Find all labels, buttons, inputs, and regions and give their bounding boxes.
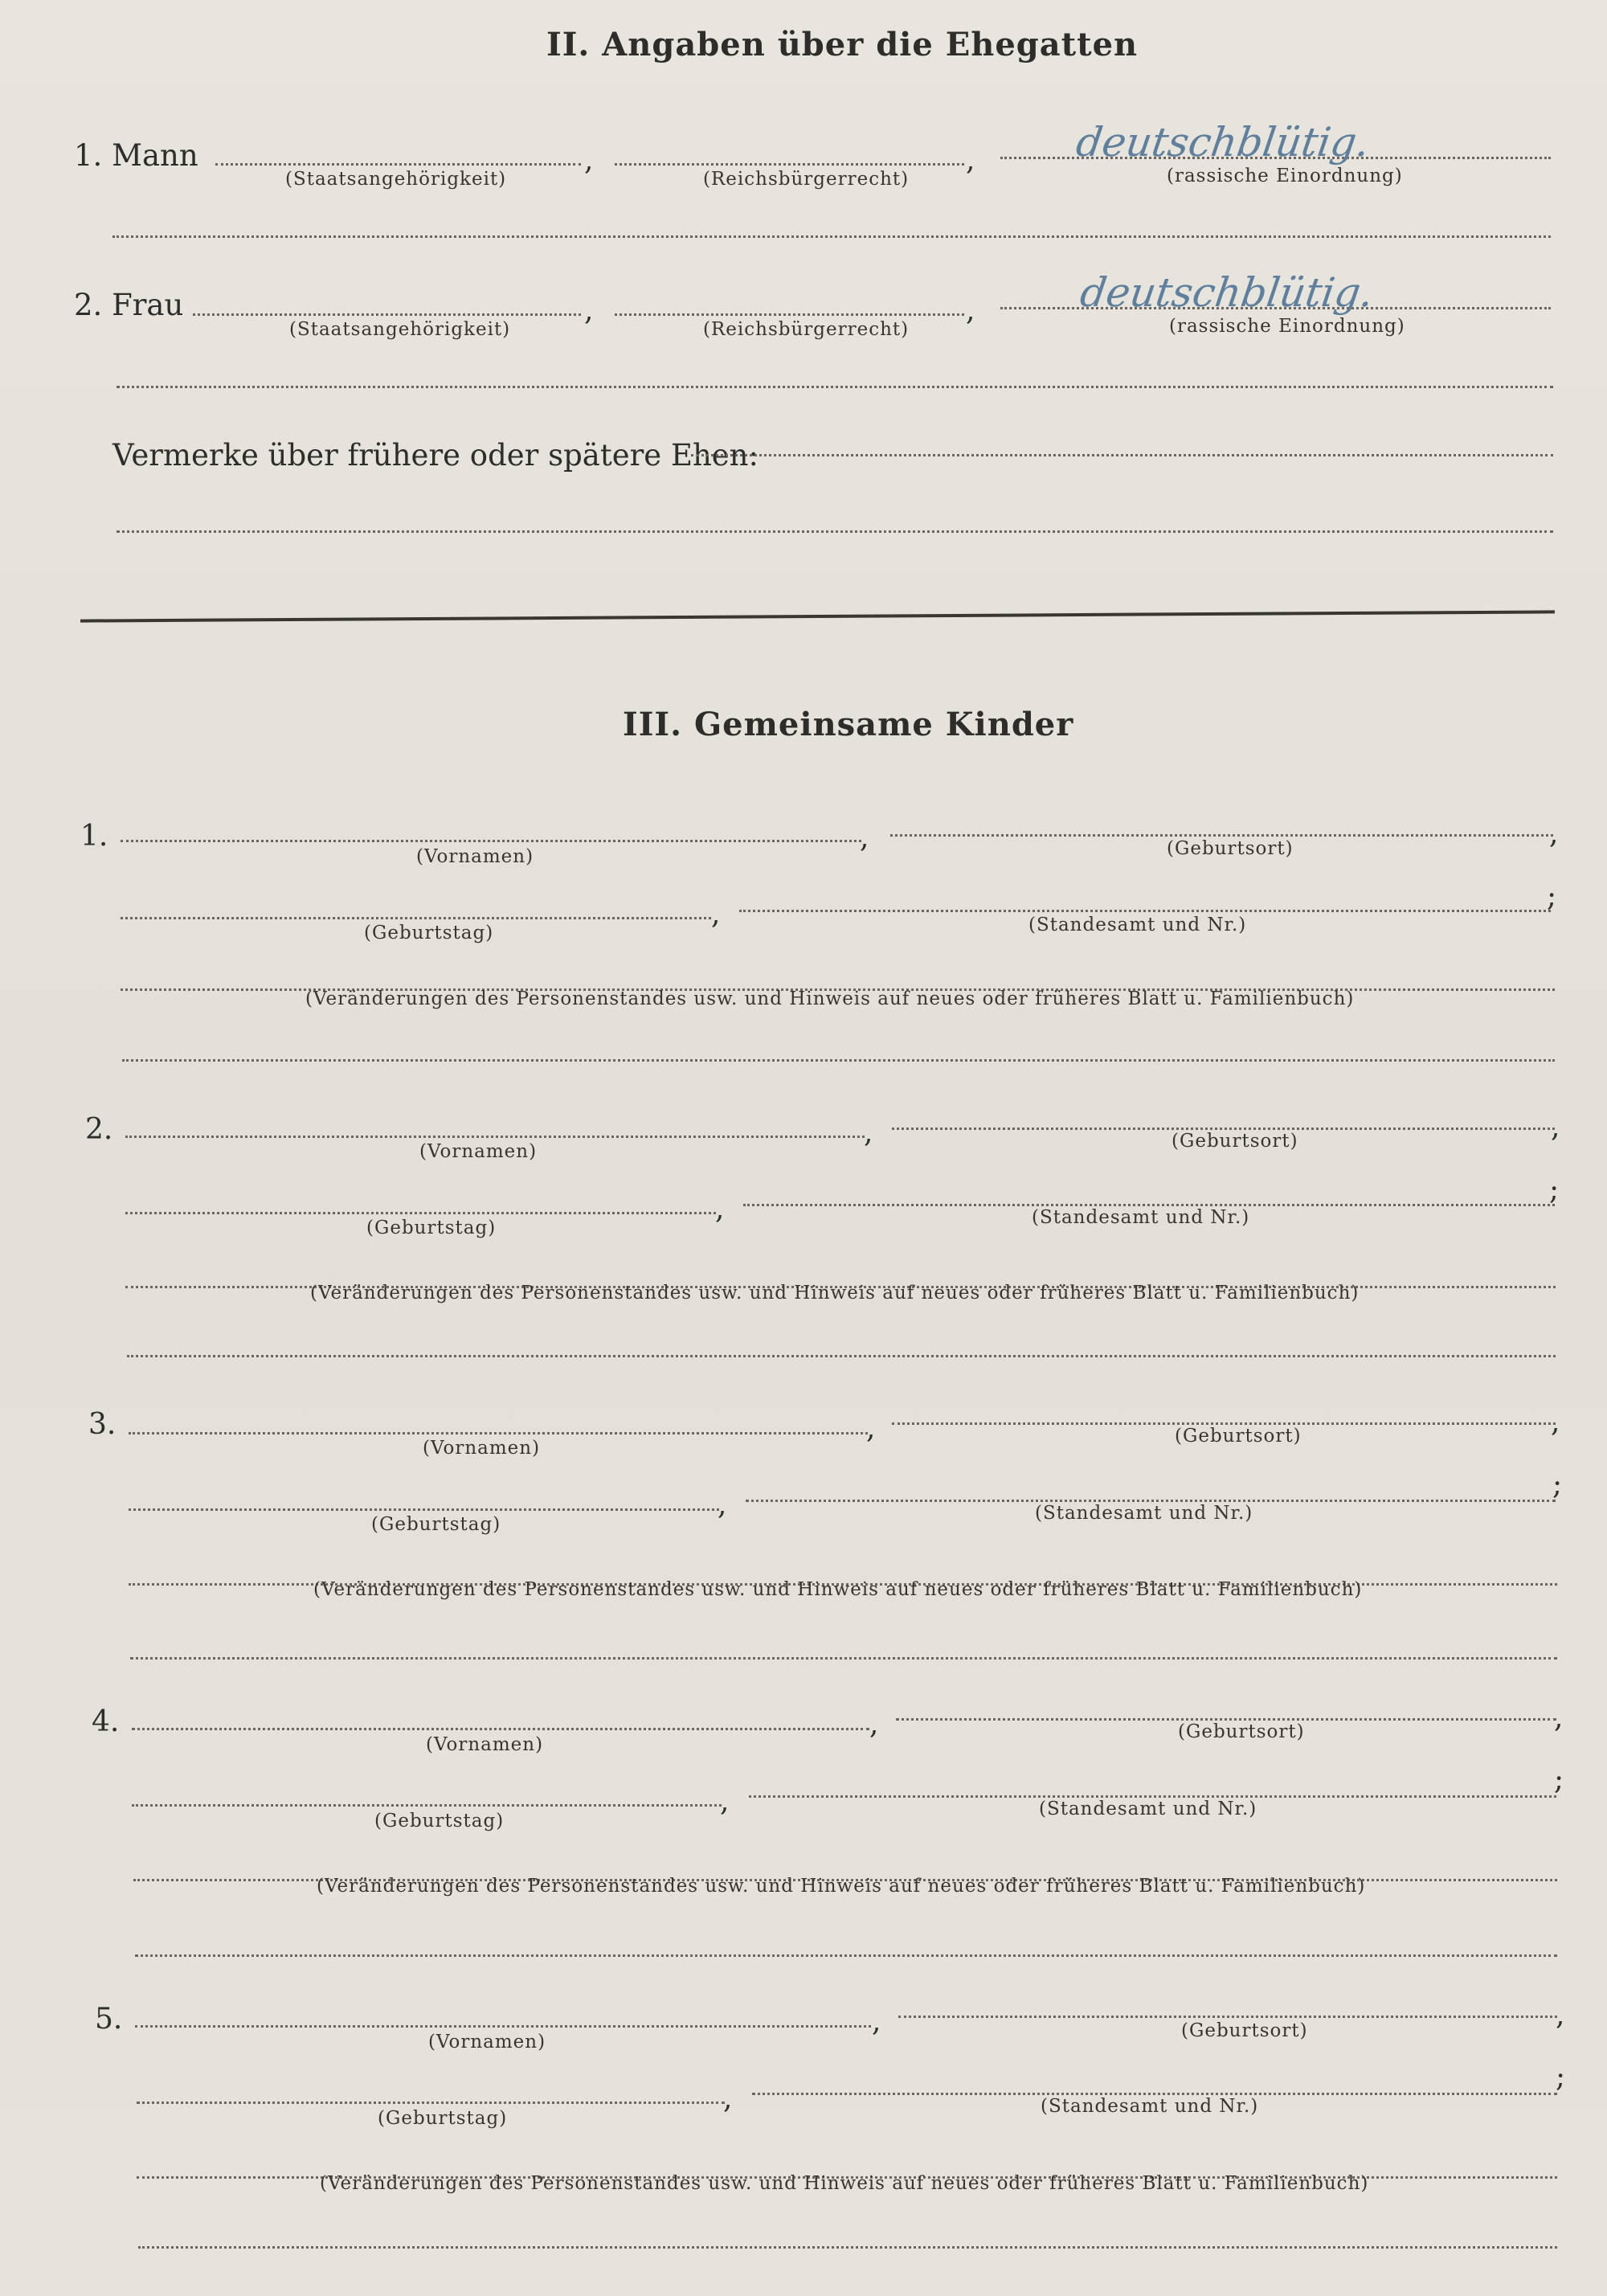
names-caption: (Vornamen): [419, 1141, 538, 1162]
comma: ,: [1556, 1999, 1565, 2032]
comma: ,: [1554, 1701, 1564, 1734]
woman-racial-handwriting: deutschblütig.: [1077, 269, 1377, 316]
man-racial-handwriting: deutschblütig.: [1073, 119, 1373, 166]
section-3-title: III. Gemeinsame Kinder: [623, 706, 1074, 743]
child-extra-line[interactable]: [127, 1355, 1556, 1357]
comma: ,: [1551, 1111, 1560, 1144]
registry-caption: (Standesamt und Nr.): [1039, 1799, 1257, 1819]
birthplace-caption: (Geburtsort): [1167, 838, 1294, 859]
child-number: 3.: [88, 1408, 117, 1441]
child-birthday-line[interactable]: [125, 1212, 716, 1214]
child-birthplace-line[interactable]: [898, 2016, 1557, 2018]
woman-citizenship-line[interactable]: [193, 313, 581, 316]
child-registry-line[interactable]: [746, 1500, 1556, 1502]
child-extra-line[interactable]: [130, 1657, 1557, 1660]
child-number: 5.: [95, 2003, 123, 2036]
woman-reich-line[interactable]: [615, 313, 964, 316]
names-caption: (Vornamen): [416, 846, 534, 867]
birthday-caption: (Geburtstag): [371, 1514, 501, 1535]
changes-caption: (Veränderungen des Personenstandes usw. und Hinweis auf neues oder früheres Blatt u. Familienbuch): [310, 1283, 1360, 1304]
child-names-line[interactable]: [121, 840, 861, 842]
child-registry-line[interactable]: [743, 1204, 1555, 1206]
comma: ,: [1549, 817, 1559, 850]
birthplace-caption: (Geburtsort): [1175, 1426, 1302, 1447]
child-registry-line[interactable]: [739, 910, 1551, 912]
birthplace-caption: (Geburtsort): [1178, 1721, 1305, 1742]
woman-second-line[interactable]: [117, 386, 1553, 388]
child-birthday-line[interactable]: [129, 1508, 719, 1511]
semicolon: ;: [1554, 1763, 1564, 1796]
child-birthday-line[interactable]: [137, 2102, 725, 2104]
comma: ,: [711, 898, 721, 931]
semicolon: ;: [1549, 1173, 1560, 1206]
remarks-line-1[interactable]: [691, 454, 1553, 456]
child-birthplace-line[interactable]: [896, 1718, 1556, 1721]
child-extra-line[interactable]: [122, 1059, 1555, 1062]
woman-label: 2. Frau: [74, 288, 184, 322]
section-2-title: II. Angaben über die Ehegatten: [546, 26, 1139, 63]
comma: ,: [584, 144, 594, 177]
birthplace-caption: (Geburtsort): [1181, 2020, 1308, 2041]
birthday-caption: (Geburtstag): [364, 923, 494, 943]
comma: ,: [869, 1708, 879, 1741]
remarks-label: Vermerke über frühere oder spätere Ehen:: [112, 438, 759, 473]
registry-caption: (Standesamt und Nr.): [1032, 1207, 1250, 1228]
woman-citizenship-caption: (Staatsangehörigkeit): [289, 319, 511, 340]
birthday-caption: (Geburtstag): [378, 2108, 508, 2129]
birthday-caption: (Geburtstag): [374, 1811, 505, 1831]
comma: ,: [723, 2082, 733, 2115]
man-reich-line[interactable]: [615, 163, 964, 166]
child-birthday-line[interactable]: [121, 917, 711, 919]
child-extra-line[interactable]: [138, 2246, 1557, 2249]
changes-caption: (Veränderungen des Personenstandes usw. und Hinweis auf neues oder früheres Blatt u. Familienbuch): [317, 1876, 1366, 1897]
comma: ,: [966, 294, 975, 327]
child-birthplace-line[interactable]: [890, 834, 1553, 837]
child-birthplace-line[interactable]: [892, 1422, 1556, 1425]
comma: ,: [864, 1116, 873, 1149]
comma: ,: [866, 1412, 876, 1445]
registry-caption: (Standesamt und Nr.): [1041, 2096, 1259, 2117]
comma: ,: [1551, 1406, 1560, 1439]
remarks-line-2[interactable]: [117, 530, 1553, 533]
woman-racial-caption: (rassische Einordnung): [1169, 316, 1405, 337]
names-caption: (Vornamen): [423, 1438, 541, 1459]
changes-caption: (Veränderungen des Personenstandes usw. und Hinweis auf neues oder früheres Blatt u. Familienbuch): [320, 2173, 1369, 2194]
child-number: 1.: [80, 820, 108, 853]
man-label: 1. Mann: [74, 138, 198, 173]
man-citizenship-line[interactable]: [215, 163, 581, 166]
child-birthplace-line[interactable]: [892, 1128, 1555, 1130]
comma: ,: [966, 144, 975, 177]
child-extra-line[interactable]: [135, 1954, 1557, 1957]
child-number: 4.: [92, 1705, 120, 1738]
child-names-line[interactable]: [129, 1432, 868, 1434]
comma: ,: [860, 821, 869, 854]
comma: ,: [872, 2005, 881, 2038]
man-second-line[interactable]: [112, 235, 1551, 238]
comma: ,: [718, 1488, 727, 1521]
comma: ,: [584, 294, 594, 327]
birthday-caption: (Geburtstag): [366, 1218, 497, 1238]
child-birthday-line[interactable]: [132, 1804, 722, 1807]
child-names-line[interactable]: [132, 1728, 869, 1730]
man-citizenship-caption: (Staatsangehörigkeit): [285, 169, 507, 190]
semicolon: ;: [1547, 880, 1557, 913]
comma: ,: [720, 1785, 730, 1818]
names-caption: (Vornamen): [428, 2032, 546, 2052]
semicolon: ;: [1552, 1468, 1563, 1501]
man-reich-caption: (Reichsbürgerrecht): [703, 169, 910, 190]
registry-caption: (Standesamt und Nr.): [1028, 915, 1247, 935]
child-registry-line[interactable]: [752, 2093, 1557, 2095]
woman-reich-caption: (Reichsbürgerrecht): [703, 319, 910, 340]
changes-caption: (Veränderungen des Personenstandes usw. und Hinweis auf neues oder früheres Blatt u. Familienbuch): [313, 1579, 1363, 1600]
birthplace-caption: (Geburtsort): [1172, 1131, 1298, 1152]
child-names-line[interactable]: [125, 1136, 865, 1138]
child-registry-line[interactable]: [749, 1795, 1556, 1798]
changes-caption: (Veränderungen des Personenstandes usw. und Hinweis auf neues oder früheres Blatt u. Familienbuch): [305, 988, 1355, 1009]
comma: ,: [715, 1193, 725, 1226]
man-racial-caption: (rassische Einordnung): [1167, 166, 1403, 186]
registry-caption: (Standesamt und Nr.): [1035, 1503, 1253, 1524]
names-caption: (Vornamen): [426, 1734, 544, 1755]
section-divider: [80, 610, 1555, 622]
child-number: 2.: [85, 1113, 113, 1146]
semicolon: ;: [1556, 2061, 1566, 2093]
child-names-line[interactable]: [135, 2025, 871, 2028]
